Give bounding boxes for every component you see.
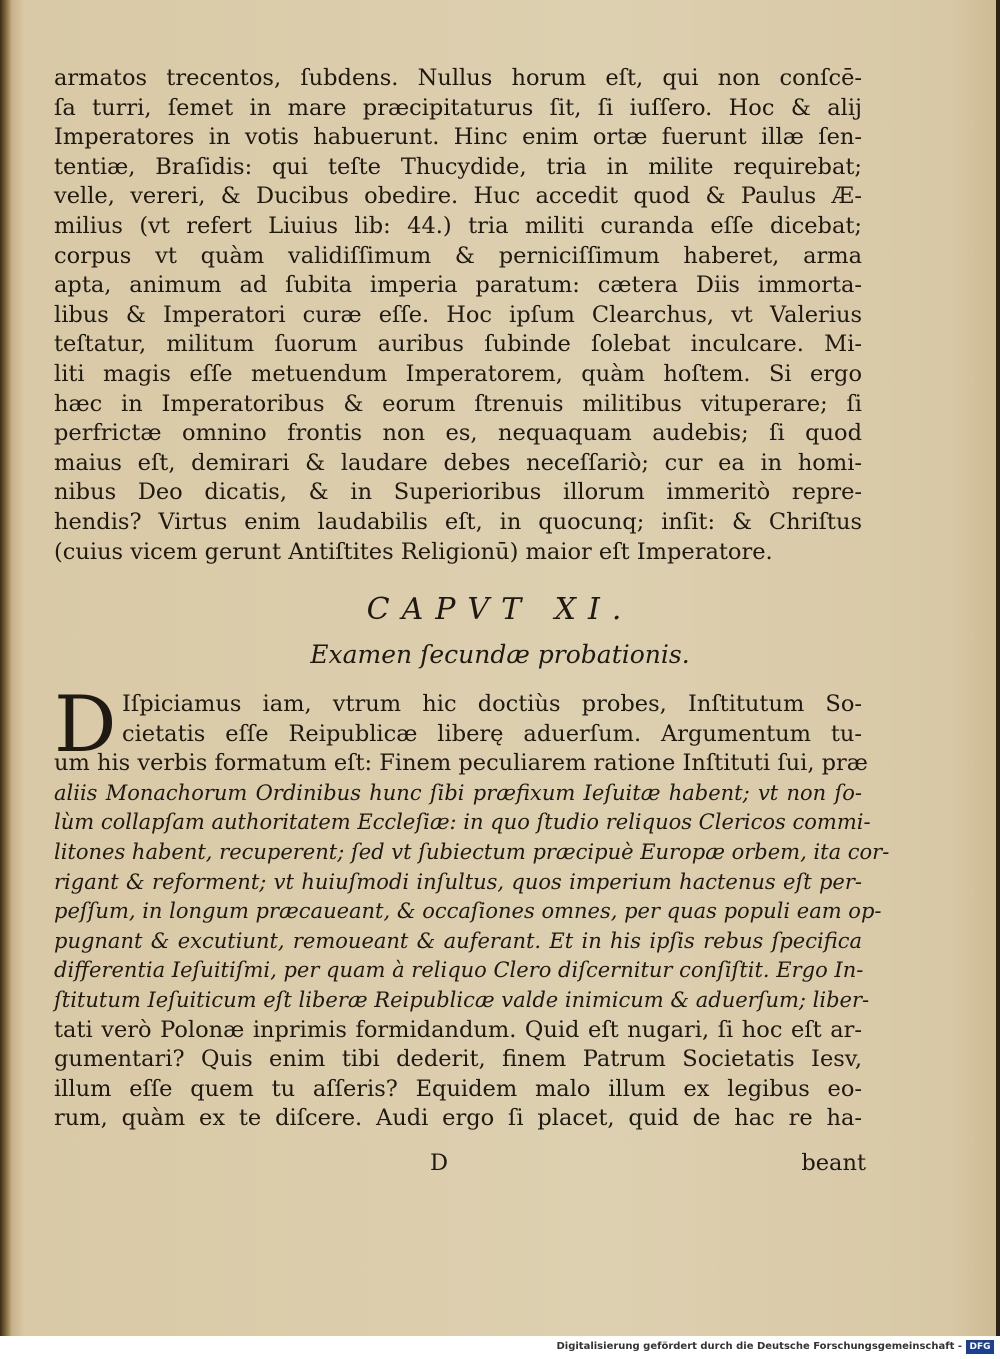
text-line: ſa turri, ſemet in mare præcipitaturus ſit, ſi iuſſero. Hoc & alij — [54, 94, 862, 121]
text-line: armatos trecentos, ſubdens. Nullus horum eſt, qui non conſcē- — [54, 65, 862, 91]
text-line: rum, quàm ex te diſcere. Audi ergo ſi placet, quid de hac re ha- — [54, 1105, 862, 1132]
text-line: ſtitutum Ieſuiticum eſt liberæ Reipublicæ valde inimicum & aduerſum; liber- — [54, 987, 870, 1012]
text-line: peſſum, in longum præcaueant, & occaſiones omnes, per quas populi eam op- — [54, 899, 882, 924]
paragraph-2 — [54, 690, 890, 1134]
text-line: lùm collapſam authoritatem Eccleſiæ: in quo ſtudio reliquos Clericos commi- — [54, 810, 871, 835]
text-line: illum eſſe quem tu aſſeris? Equidem malo illum ex legibus eo- — [54, 1075, 862, 1102]
text-line: apta, animum ad ſubita imperia paratum: cætera Diis immorta- — [54, 272, 862, 299]
text-line: gumentari? Quis enim tibi dederit, finem Patrum Societatis Iesv, — [54, 1046, 862, 1073]
text-line: corpus vt quàm validiſſimum & perniciſſimum haberet, arma — [54, 242, 862, 269]
text-line: velle, vereri, & Ducibus obedire. Huc accedit quod & Paulus Æ- — [54, 183, 862, 210]
text-line: um his verbis formatum eſt: Finem peculiarem ratione Inſtituti ſui, præ — [54, 750, 868, 777]
text-line: libus & Imperatori curæ eſſe. Hoc ipſum Clearchus, vt Valerius — [54, 301, 862, 328]
drop-cap: D — [54, 680, 117, 770]
text-line: (cuius vicem gerunt Antiſtites Religionū) maior eſt Imperatore. — [54, 538, 773, 565]
text-line: hæc in Imperatoribus & eorum ſtrenuis militibus vituperare; ſi — [54, 390, 862, 417]
page-foot — [54, 1150, 866, 1180]
text-line: aliis Monachorum Ordinibus hunc ſibi præfixum Ieſuitæ habent; vt non ſo- — [54, 780, 862, 805]
paragraph-1 — [54, 64, 862, 567]
text-line: Imperatores in votis habuerunt. Hinc enim ortæ fuerunt illæ ſen- — [54, 124, 862, 151]
text-line: Iſpiciamus iam, vtrum hic doctiùs probes, Inſtitutum So- — [122, 691, 862, 717]
text-line: litones habent, recuperent; ſed vt ſubiectum præcipuè Europæ orbem, ita cor- — [54, 839, 890, 864]
chapter-subheading: Examen ſecundæ probationis. — [310, 640, 690, 669]
text-line: tati verò Polonæ inprimis formidandum. Quid eſt nugari, ſi hoc eſt ar- — [54, 1016, 862, 1043]
text-line: hendis? Virtus enim laudabilis eſt, in quocunq; inſit: & Chriſtus — [54, 508, 862, 535]
text-line: differentia Ieſuitiſmi, per quam à reliquo Clero diſcernitur conſiſtit. Ergo In- — [54, 958, 864, 983]
funding-note: Digitalisierung gefördert durch die Deutsche Forschungsgemeinschaft - — [556, 1341, 962, 1352]
text-line: tentiæ, Braſidis: qui teſte Thucydide, tria in milite requirebat; — [54, 153, 862, 180]
text-line: perfrictæ omnino frontis non es, nequaquam audebis; ſi quod — [54, 420, 862, 447]
viewer-footer — [0, 1336, 1000, 1359]
text-line: rigant & reforment; vt huiuſmodi inſultus, quos imperium hactenus eſt per- — [54, 869, 862, 894]
dfg-logo-icon[interactable]: DFG — [966, 1340, 994, 1354]
text-line: maius eſt, demirari & laudare debes neceſſariò; cur ea in homi- — [54, 449, 862, 476]
catchword: beant — [801, 1150, 866, 1176]
text-line: nibus Deo dicatis, & in Superioribus illorum immeritò repre- — [54, 479, 862, 506]
text-line: cietatis eſſe Reipublicæ liberę aduerſum. Argumentum tu- — [122, 720, 862, 747]
text-line: teſtatur, militum ſuorum auribus ſubinde ſolebat inculcare. Mi- — [54, 331, 862, 358]
signature-mark: D — [430, 1150, 449, 1176]
text-line: milius (vt refert Liuius lib: 44.) tria militi curanda eſſe dicebat; — [54, 212, 862, 239]
text-line: pugnant & excutiunt, remoueant & auferant. Et in his ipſis rebus ſpecifica — [54, 928, 862, 953]
chapter-heading: CAPVT XI. — [366, 592, 634, 627]
text-line: liti magis eſſe metuendum Imperatorem, quàm hoſtem. Si ergo — [54, 360, 862, 387]
